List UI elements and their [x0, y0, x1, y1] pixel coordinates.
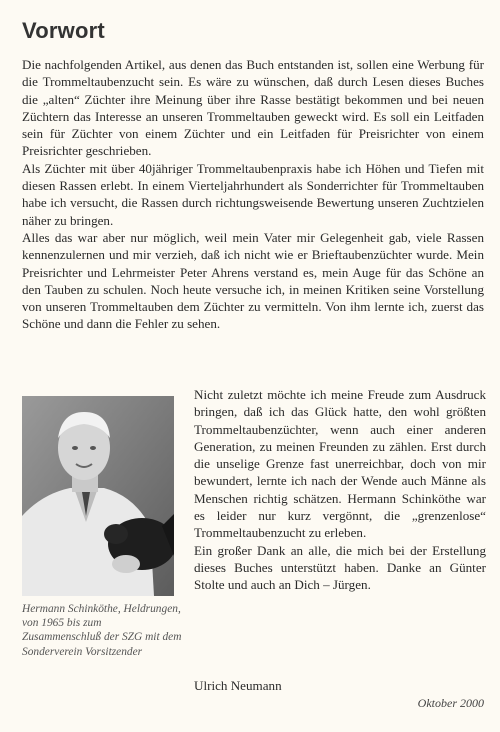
intro-text: [22, 56, 484, 333]
portrait-illustration: [22, 396, 174, 596]
right-paragraph-2: Ein großer Dank an alle, die mich bei der Erstellung dieses Buches unterstützt haben. Danke an Günter Stolte und auch an Dich – Jürgen.: [194, 542, 486, 593]
date: Oktober 2000: [417, 696, 484, 710]
right-paragraph-1: Nicht zuletzt möchte ich meine Freude zum Ausdruck bringen, daß ich das Glück hatte, den wohl größten Trommeltaubenzüchter, wenn auch einer anderen Generation, zu meinen Freunden zu zählen. Erst durch die unselige Grenze fast unerreichbar, doch von mir bewundert, lernte ich nach der Wende auch Männe als Menschen richtig schätzen. Hermann Schinköthe war es leider nur kurz vergönnt, die „grenzenlose“ Trommeltaubenzucht zu erleben.: [194, 387, 486, 541]
right-column-text: [194, 386, 486, 594]
photo-caption: Hermann Schinköthe, Heldrungen, von 1965 bis zum Zusammenschluß der SZG mit dem Sonderverein Vorsitzender: [22, 603, 182, 658]
intro-paragraph-2: Als Züchter mit über 40jähriger Trommeltaubenpraxis habe ich Höhen und Tiefen mit diesen Rassen erlebt. In einem Vierteljahrhundert als Sonderrichter für Trommeltauben habe ich versucht, die Rassen durch richtungsweisende Bewertung unseren Zuchtzielen näher zu bringen.: [22, 160, 484, 228]
intro-paragraph-1: Die nachfolgenden Artikel, aus denen das Buch entstanden ist, sollen eine Werbung für die Trommeltaubenzucht sein. Es wäre zu wünschen, daß durch Lesen dieses Buches die „alten“ Züchter ihre Meinung über ihre Rasse bestätigt bekommen und bei neuen Züchtern das Interesse an unseren Trommeltauben geweckt wird. Es soll ein Leitfaden sein für Züchter von einem Züchter und ein Leitfaden für Preisrichter von einem Preisrichter geschrieben.: [22, 57, 484, 159]
portrait-photo: [22, 396, 174, 596]
page-title: Vorwort: [22, 18, 105, 43]
intro-paragraph-3: Alles das war aber nur möglich, weil mein Vater mir Gelegenheit gab, viele Rassen kennenzulernen und mir verzieh, daß ich nicht wie er Brieftaubenzüchter wurde. Mein Preisrichter und Lehrmeister Peter Ahrens verstand es, mein Auge für das Schöne an den Tauben zu schulen. Noch heute versuche ich, in meinen Kritiken seine Vorstellung von unseren Trommeltauben dem Züchter zu vermitteln. Von ihm lernte ich, zuerst das Schöne und dann die Fehler zu sehen.: [22, 229, 484, 332]
signature: Ulrich Neumann: [194, 678, 282, 693]
